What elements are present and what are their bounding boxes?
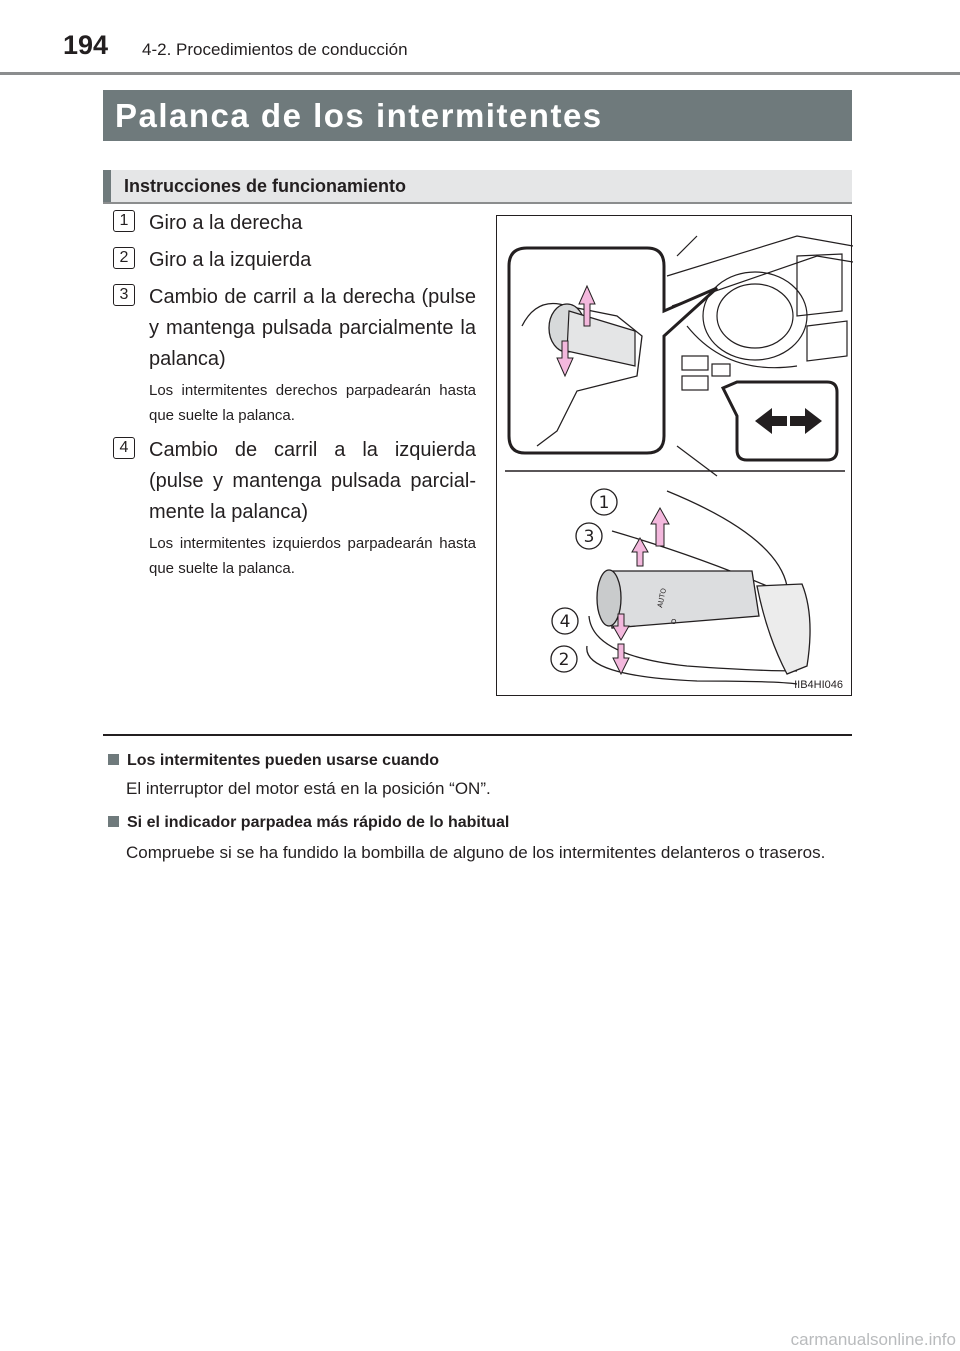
item-text: Cambio de carril a la derecha (pulse y mantenga pulsada parcialmente la palanca) [149, 286, 476, 370]
section-divider [103, 734, 852, 736]
callout-4: 4 [559, 612, 571, 632]
item-number-box: 2 [113, 247, 135, 269]
figure-code: IIB4HI046 [794, 679, 843, 691]
note-body-1: El interruptor del motor está en la posición “ON”. [126, 779, 491, 798]
callout-2: 2 [558, 650, 570, 670]
hand-closeup-panel [509, 248, 717, 453]
title-bar [103, 90, 852, 141]
item-number-box: 1 [113, 210, 135, 232]
note-heading-2 [108, 814, 509, 832]
page-title: Palanca de los intermitentes [115, 97, 603, 134]
item-text: Giro a la derecha [149, 212, 303, 234]
watermark: carmanualsonline.info [790, 1330, 956, 1349]
note-heading-text: Los intermitentes pueden usarse cuando [127, 752, 440, 769]
item-note: Los intermitentes izquierdos parpadearán hasta que suelte la palanca. [149, 535, 476, 577]
item-text: Giro a la izquierda [149, 249, 312, 271]
subtitle: Instrucciones de funcionamiento [124, 176, 407, 196]
note-heading-1 [108, 752, 439, 770]
item-text: Cambio de carril a la izquierda (pulse y mantenga pulsada parcialmente la palanca) [149, 439, 476, 523]
lever-label-auto: AUTO [656, 587, 669, 609]
bullet-square-icon [108, 816, 119, 827]
page-number: 194 [63, 30, 109, 60]
callout-1: 1 [598, 493, 610, 513]
turn-signal-lever-illustration [496, 215, 852, 696]
callout-3: 3 [583, 527, 595, 547]
item-note: Los intermitentes derechos parpadearán hasta que suelte la palanca. [149, 382, 476, 424]
header-rule [0, 72, 960, 75]
item-number-box: 4 [113, 437, 135, 459]
subtitle-bar [103, 170, 852, 204]
item-number-box: 3 [113, 284, 135, 306]
note-body-2: Compruebe si se ha fundido la bombilla de alguno de los intermitentes delanteros o traseros. [126, 843, 826, 862]
section-reference: 4-2. Procedimientos de conducción [142, 40, 408, 59]
bullet-square-icon [108, 754, 119, 765]
note-heading-text: Si el indicador parpadea más rápido de lo habitual [127, 814, 510, 831]
subtitle-accent [103, 170, 111, 202]
lever-label-off: O [671, 618, 677, 626]
left-right-arrows-panel [723, 382, 837, 460]
